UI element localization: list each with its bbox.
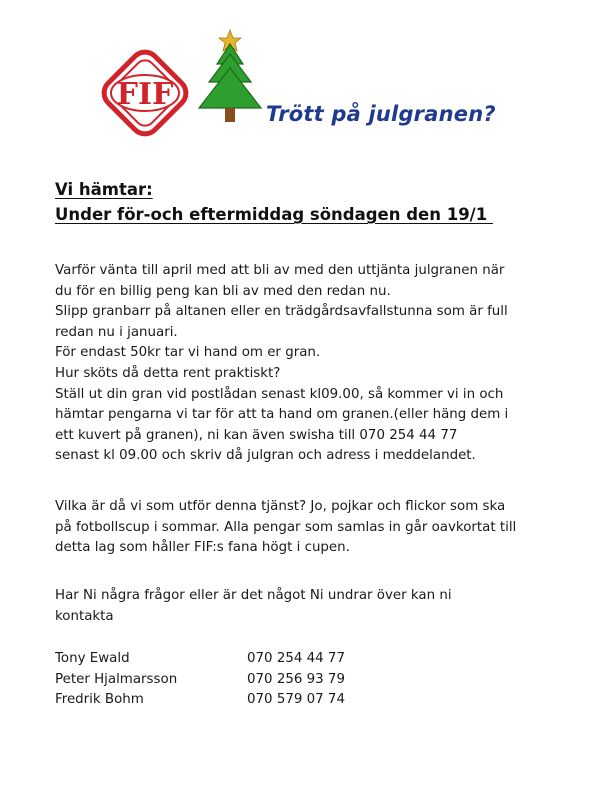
text-line: För endast 50kr tar vi hand om er gran. (55, 345, 321, 361)
text-line: Vilka är då vi som utför denna tjänst? Jo, pojkar och flickor som ska (55, 499, 506, 514)
paragraph-intro (55, 261, 508, 467)
fif-logo (100, 38, 190, 148)
text-line: Slipp granbarr på altanen eller en trädgårdsavfallstunna som är full (55, 304, 508, 320)
text-line: du för en billig peng kan bli av med den redan nu. (55, 283, 391, 299)
paragraph-who (55, 497, 516, 559)
heading-date: Under för-och eftermiddag söndagen den 19/1 (55, 205, 493, 224)
text-line: ett kuvert på granen), ni kan även swisha till 070 254 44 77 (55, 427, 458, 443)
contact-name: Peter Hjalmarsson (55, 671, 178, 687)
paragraph-questions (55, 586, 452, 627)
text-line: Ställ ut din gran vid postlådan senast kl09.00, så kommer vi in och (55, 386, 504, 402)
logo-text: FIF (116, 77, 174, 112)
text-line: kontakta (55, 608, 114, 624)
christmas-tree-icon (193, 24, 268, 128)
text-line: Har Ni några frågor eller är det något Ni undrar över kan ni (55, 588, 452, 603)
text-line: Varför vänta till april med att bli av med den uttjänta julgranen när (55, 263, 505, 278)
text-line: hämtar pengarna vi tar för att ta hand om granen.(eller häng dem i (55, 407, 509, 423)
contact-name: Tony Ewald (55, 651, 130, 666)
contact-phone: 070 579 07 74 (247, 692, 345, 708)
contact-phone: 070 254 44 77 (247, 651, 345, 666)
text-line: senast kl 09.00 och skriv då julgran och adress i meddelandet. (55, 448, 476, 464)
heading-pickup: Vi hämtar: (55, 180, 153, 199)
contact-name: Fredrik Bohm (55, 692, 144, 708)
text-line: Hur sköts då detta rent praktiskt? (55, 365, 281, 381)
text-line: redan nu i januari. (55, 324, 178, 340)
page-title: Trött på julgranen? (266, 102, 496, 126)
contact-phone: 070 256 93 79 (247, 671, 345, 687)
text-line: på fotbollscup i sommar. Alla pengar som samlas in går oavkortat till (55, 519, 517, 535)
text-line: detta lag som håller FIF:s fana högt i cupen. (55, 540, 350, 556)
